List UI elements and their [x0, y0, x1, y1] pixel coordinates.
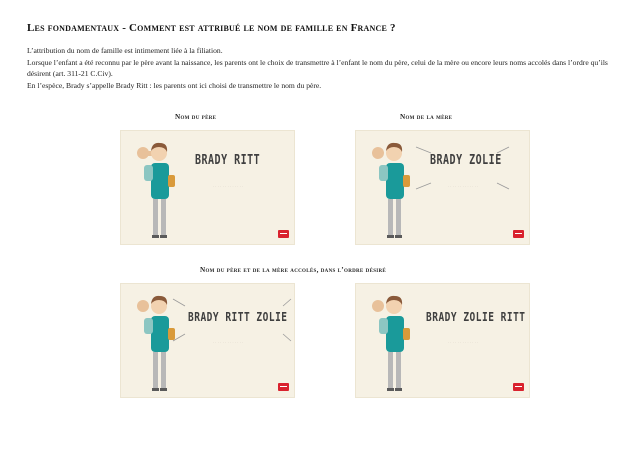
logo-badge-icon [513, 383, 524, 391]
intro-line-2: Lorsque l’enfant a été reconnu par le père avant la naissance, les parents ont le choix de transmettre à l’enfant le nom du père, celui de la mère ou encore leurs noms accolés dans l’ordre qu’ils désirent (art. 311-21 C.Civ). [27, 57, 608, 78]
section-label-father: Nom du père [175, 113, 217, 121]
card-subtext: · · · · · · · · · · · · · [448, 340, 479, 344]
section-label-mother: Nom de la mère [400, 113, 453, 121]
page-title: Les fondamentaux - Comment est attribué le nom de famille en France ? [27, 22, 396, 34]
intro-text [27, 45, 617, 91]
card-subtext: · · · · · · · · · · · · · [213, 184, 244, 188]
name-text: BRADY RITT [195, 153, 261, 168]
logo-badge-icon [278, 383, 289, 391]
logo-badge-icon [278, 230, 289, 238]
intro-line-1: L’attribution du nom de famille est intimement liée à la filiation. [27, 46, 223, 55]
father-figure-icon [121, 131, 191, 244]
intro-line-3: En l’espèce, Brady s’appelle Brady Ritt : les parents ont ici choisi de transmettre le nom du père. [27, 80, 322, 90]
father-figure-icon [356, 284, 426, 397]
section-label-both: Nom du père et de la mère accolés, dans l’ordre désiré [200, 266, 387, 274]
name-card-father [120, 130, 295, 245]
name-card-father-mother [120, 283, 295, 398]
name-card-mother [355, 130, 530, 245]
name-text: BRADY RITT ZOLIE [188, 310, 288, 325]
name-text: BRADY ZOLIE RITT [426, 310, 526, 325]
logo-badge-icon [513, 230, 524, 238]
card-subtext: · · · · · · · · · · · · · [448, 184, 479, 188]
name-card-mother-father [355, 283, 530, 398]
name-text: BRADY ZOLIE [430, 153, 502, 168]
card-subtext: · · · · · · · · · · · · · [213, 340, 244, 344]
